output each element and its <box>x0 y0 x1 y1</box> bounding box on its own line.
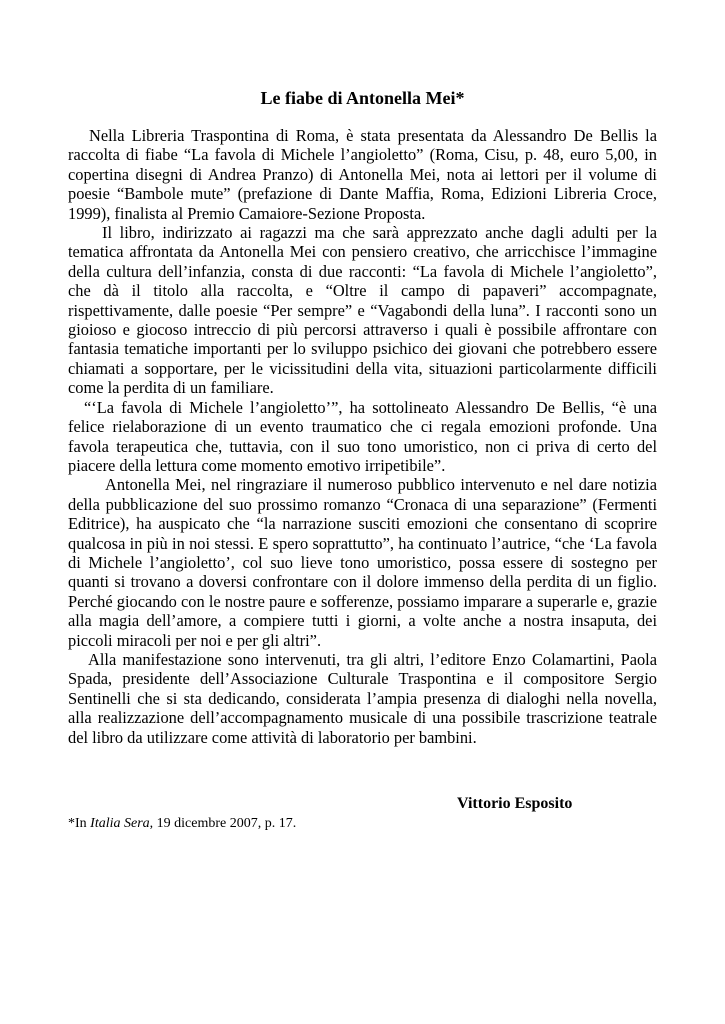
paragraph-1: Nella Libreria Traspontina di Roma, è stata presentata da Alessandro De Bellis la raccolta di fiabe “La favola di Michele l’angioletto” (Roma, Cisu, p. 48, euro 5,00, in copertina disegni di Andrea Pranzo) di Antonella Mei, nota ai lettori per il volume di poesie “Bambole mute” (prefazione di Dante Maffia, Roma, Edizioni Libreria Croce, 1999), finalista al Premio Camaiore-Sezione Proposta. <box>68 126 657 223</box>
footnote <box>68 815 296 833</box>
page-title: Le fiabe di Antonella Mei* <box>260 88 465 108</box>
article-body <box>68 126 657 747</box>
author-signature: Vittorio Esposito <box>457 795 573 812</box>
paragraph-4: Antonella Mei, nel ringraziare il numeroso pubblico intervenuto e nel dare notizia della pubblicazione del suo prossimo romanzo “Cronaca di una separazione” (Fermenti Editrice), ha auspicato che “la narrazione susciti emozioni che consentano di scoprire qualcosa in più in noi stessi. E spero soprattutto”, ha continuato l’autrice, “che ‘La favola di Michele l’angioletto’, col suo lieve tono umoristico, possa essere di sostegno per quanti si trovano a doversi confrontare con il dolore immenso della perdita di un figlio. Perché giocando con le nostre paure e sofferenze, possiamo imparare a superarle e, grazie alla magia dell’amore, a compiere tutti i giorni, a volte anche a nostra insaputa, dei piccoli miracoli per noi e per gli altri”. <box>68 475 657 650</box>
footnote-suffix: , 19 dicembre 2007, p. 17. <box>149 816 297 831</box>
paragraph-5: Alla manifestazione sono intervenuti, tra gli altri, l’editore Enzo Colamartini, Paola Spada, presidente dell’Associazione Culturale Traspontina e il compositore Sergio Sentinelli che si sta dedicando, considerata l’ampia presenza di dialoghi nella novella, alla realizzazione dell’accompagnamento musicale di una possibile trascrizione teatrale del libro da utilizzare come attività di laboratorio per bambini. <box>68 649 657 747</box>
footnote-publication: Italia Sera <box>90 816 150 831</box>
paragraph-2: Il libro, indirizzato ai ragazzi ma che sarà apprezzato anche dagli adulti per la tematica affrontata da Antonella Mei con pensiero creativo, che arricchisce l’immagine della cultura dell’infanzia, consta di due racconti: “La favola di Michele l’angioletto”, che dà il titolo alla raccolta, e “Oltre il campo di papaveri” accompagnate, rispettivamente, dalle poesie “Per sempre” e “Vagabondi della luna”. I racconti sono un gioioso e giocoso intreccio di più percorsi attraverso i quali è possibile affrontare con fantasia tematiche importanti per lo sviluppo psichico dei giovani che potrebbero essere chiamati a sopportare, per le vicissitudini della vita, situazioni particolarmente difficili come la perdita di un familiare. <box>68 223 657 398</box>
paragraph-3: “‘La favola di Michele l’angioletto’”, ha sottolineato Alessandro De Bellis, “è una felice rielaborazione di un evento traumatico che ci regala emozioni profonde. Una favola terapeutica che, tuttavia, con il suo tono umoristico, non ci priva di certo del piacere della lettura come momento emotivo irripetibile”. <box>68 397 657 475</box>
footnote-prefix: *In <box>68 816 91 831</box>
